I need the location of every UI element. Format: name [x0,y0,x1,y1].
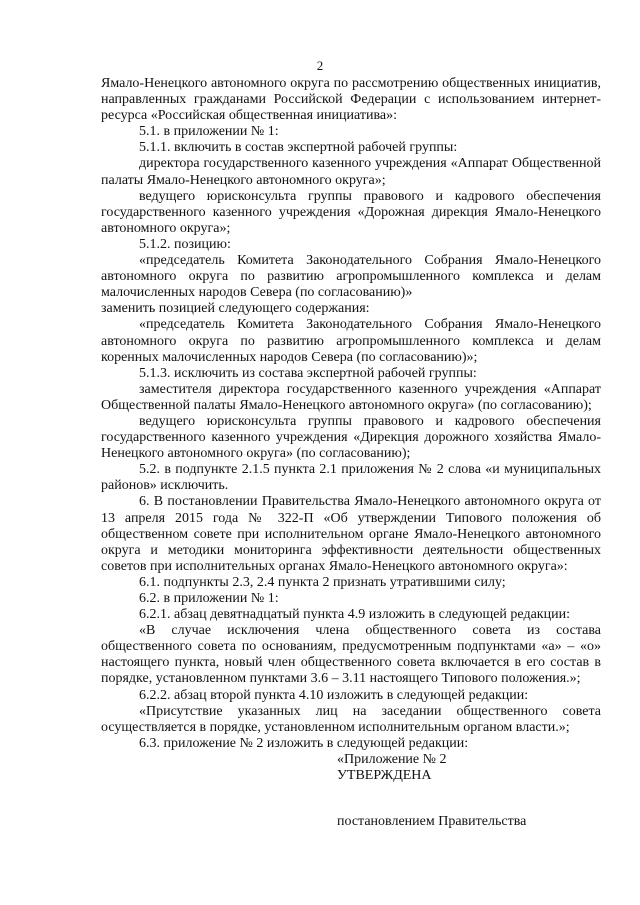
paragraph: 6.2. в приложении № 1: [139,591,279,606]
appendix-label: «Приложение № 2 [337,751,447,767]
paragraph: ведущего юрисконсульта группы правового и кадрового обеспечения государственного казенного учреждения «Дорожная дирекция Ямало-Ненецкого автономного округа»; [101,188,601,236]
paragraph: 5.2. в подпункте 2.1.5 пункта 2.1 приложения № 2 слова «и муниципальных районов» исключить. [101,462,601,494]
paragraph: директора государственного казенного учреждения «Аппарат Общественной палаты Ямало-Ненецкого автономного округа»; [101,156,601,188]
paragraph: 5.1.1. включить в состав экспертной рабочей группы: [139,140,458,156]
paragraph: 6. В постановлении Правительства Ямало-Ненецкого автономного округа от 13 апреля 2015 года № 322-П «Об утверждении Типового положения об общественном совете при исполнительном органе Ямало-Ненецкого автономного округа и методики мониторинга эффективности деятельности общественных советов при исполнительных органах Ямало-Ненецкого автономного округа»: [101,494,601,574]
paragraph: заменить позицией следующего содержания: [101,301,370,317]
appendix-heading-block [101,752,601,830]
paragraph: 5.1. в приложении № 1: [139,124,279,140]
paragraph: заместителя директора государственного казенного учреждения «Аппарат Общественной палаты Ямало-Ненецкого автономного округа» (по согласованию); [101,381,601,413]
paragraph: «Присутствие указанных лиц на заседании общественного совета осуществляется в порядке, установленном исполнительным органом власти.»; [101,703,601,735]
paragraph: 5.1.2. позицию: [139,236,231,252]
paragraph: «председатель Комитета Законодательного Собрания Ямало-Ненецкого автономного округа по развитию агропромышленного комплекса и делам коренных малочисленных народов Севера (по согласованию)»; [101,317,601,365]
approved-label: УТВЕРЖДЕНА [337,768,432,784]
paragraph: 5.1.3. исключить из состава экспертной рабочей группы: [139,365,477,381]
paragraph: 6.2.1. абзац девятнадцатый пункта 4.9 изложить в следующей редакции: [139,607,570,623]
approved-by-line: постановлением Правительства [337,814,527,830]
paragraph: «В случае исключения члена общественного совета из состава общественного совета по основаниям, предусмотренным подпунктами «а» – «о» настоящего пункта, новый член общественного совета включается в его состав в порядке, установленном пунктами 3.6 – 3.11 настоящего Типового положения.»; [101,623,601,687]
document-body [101,76,601,830]
page-number: 2 [316,58,324,73]
paragraph: «председатель Комитета Законодательного Собрания Ямало-Ненецкого автономного округа по развитию агропромышленного комплекса и делам малочисленных народов Севера (по согласованию)» [101,253,601,301]
paragraph: 6.2.2. абзац второй пункта 4.10 изложить в следующей редакции: [139,687,529,703]
paragraph: 6.1. подпункты 2.3, 2.4 пункта 2 признать утратившими силу; [139,574,506,590]
paragraph: 6.3. приложение № 2 изложить в следующей редакции: [139,735,469,751]
paragraph: ведущего юрисконсульта группы правового и кадрового обеспечения государственного казенного учреждения «Дирекция дорожного хозяйства Ямало-Ненецкого автономного округа» (по согласованию); [101,413,601,462]
paragraph: Ямало-Ненецкого автономного округа по рассмотрению общественных инициатив, направленных гражданами Российской Федерации с использованием интернет-ресурса «Российская общественная инициатива»: [101,76,601,124]
